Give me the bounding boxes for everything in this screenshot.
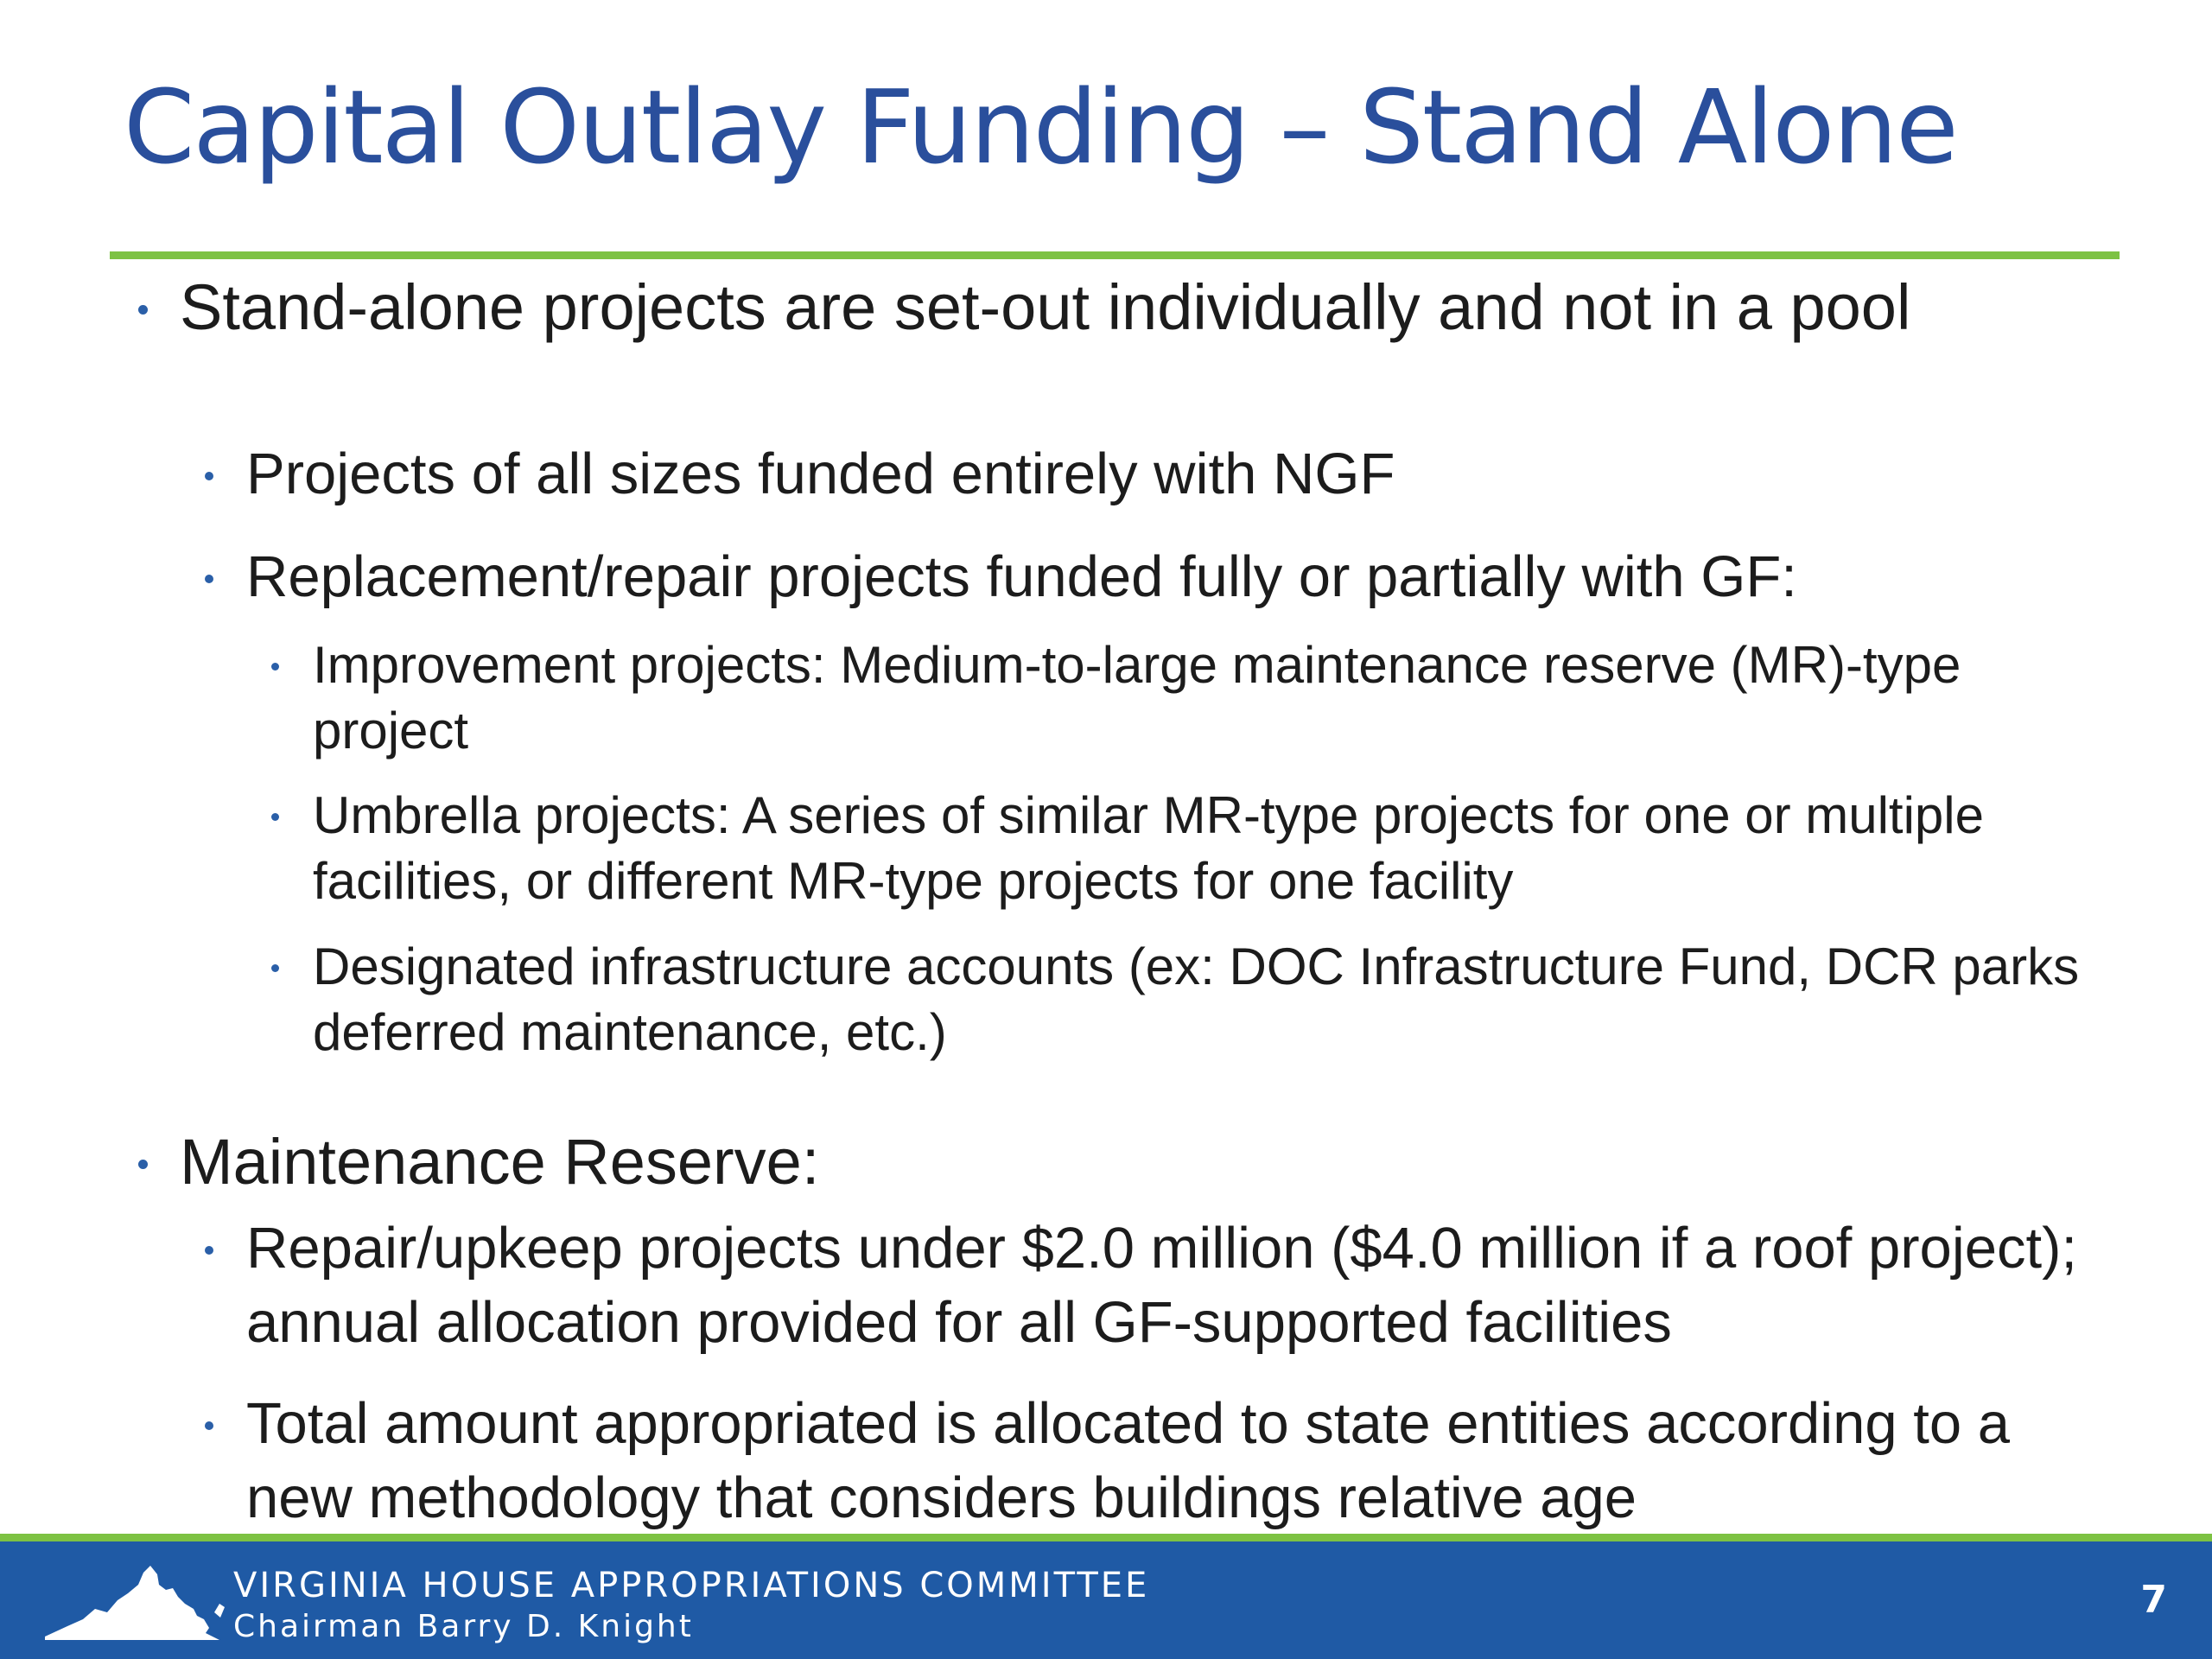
bullet-dot-icon (205, 1421, 213, 1430)
virginia-state-outline-icon (43, 1559, 225, 1645)
footer-divider (0, 1534, 2212, 1541)
bullet-item (246, 1211, 2130, 1360)
bullet-text: Replacement/repair projects funded fully or partially with GF: (246, 544, 1797, 609)
slide-title: Capital Outlay Funding – Stand Alone (124, 67, 1957, 187)
bullet-item (246, 540, 2130, 614)
footer-bar (0, 1541, 2212, 1659)
bullet-item (313, 783, 2084, 914)
bullet-dot-icon (271, 813, 279, 821)
bullet-item (313, 632, 2084, 764)
committee-name: VIRGINIA HOUSE APPROPRIATIONS COMMITTEE (233, 1566, 1150, 1605)
bullet-text: Improvement projects: Medium-to-large maintenance reserve (MR)-type project (313, 636, 1961, 760)
footer-text (233, 1564, 1149, 1647)
bullet-item (313, 934, 2084, 1065)
page-number: 7 (2140, 1578, 2167, 1622)
bullet-text: Stand-alone projects are set-out individually and not in a pool (180, 271, 1911, 343)
bullet-item (246, 437, 2130, 512)
bullet-dot-icon (138, 1160, 148, 1169)
bullet-dot-icon (205, 472, 213, 480)
chairman-name: Chairman Barry D. Knight (233, 1609, 694, 1644)
bullet-text: Total amount appropriated is allocated to state entities according to a new methodology that considers buildings relative age (246, 1391, 2011, 1530)
bullet-text: Maintenance Reserve: (180, 1126, 820, 1198)
bullet-dot-icon (138, 305, 148, 315)
bullet-text: Designated infrastructure accounts (ex: DOC Infrastructure Fund, DCR parks deferred maintenance, etc.) (313, 938, 2080, 1061)
bullet-dot-icon (271, 663, 279, 671)
bullet-text: Projects of all sizes funded entirely with NGF (246, 442, 1395, 506)
bullet-dot-icon (205, 575, 213, 583)
bullet-dot-icon (205, 1246, 213, 1255)
bullet-text: Repair/upkeep projects under $2.0 million ($4.0 million if a roof project); annual allocation provided for all GF-supported facilities (246, 1216, 2078, 1355)
bullet-dot-icon (271, 964, 279, 972)
bullet-item (180, 267, 2124, 348)
bullet-text: Umbrella projects: A series of similar MR-type projects for one or multiple facilities, or different MR-type projects for one facility (313, 786, 1985, 910)
bullet-item (180, 1122, 2124, 1203)
bullet-item (246, 1387, 2130, 1535)
